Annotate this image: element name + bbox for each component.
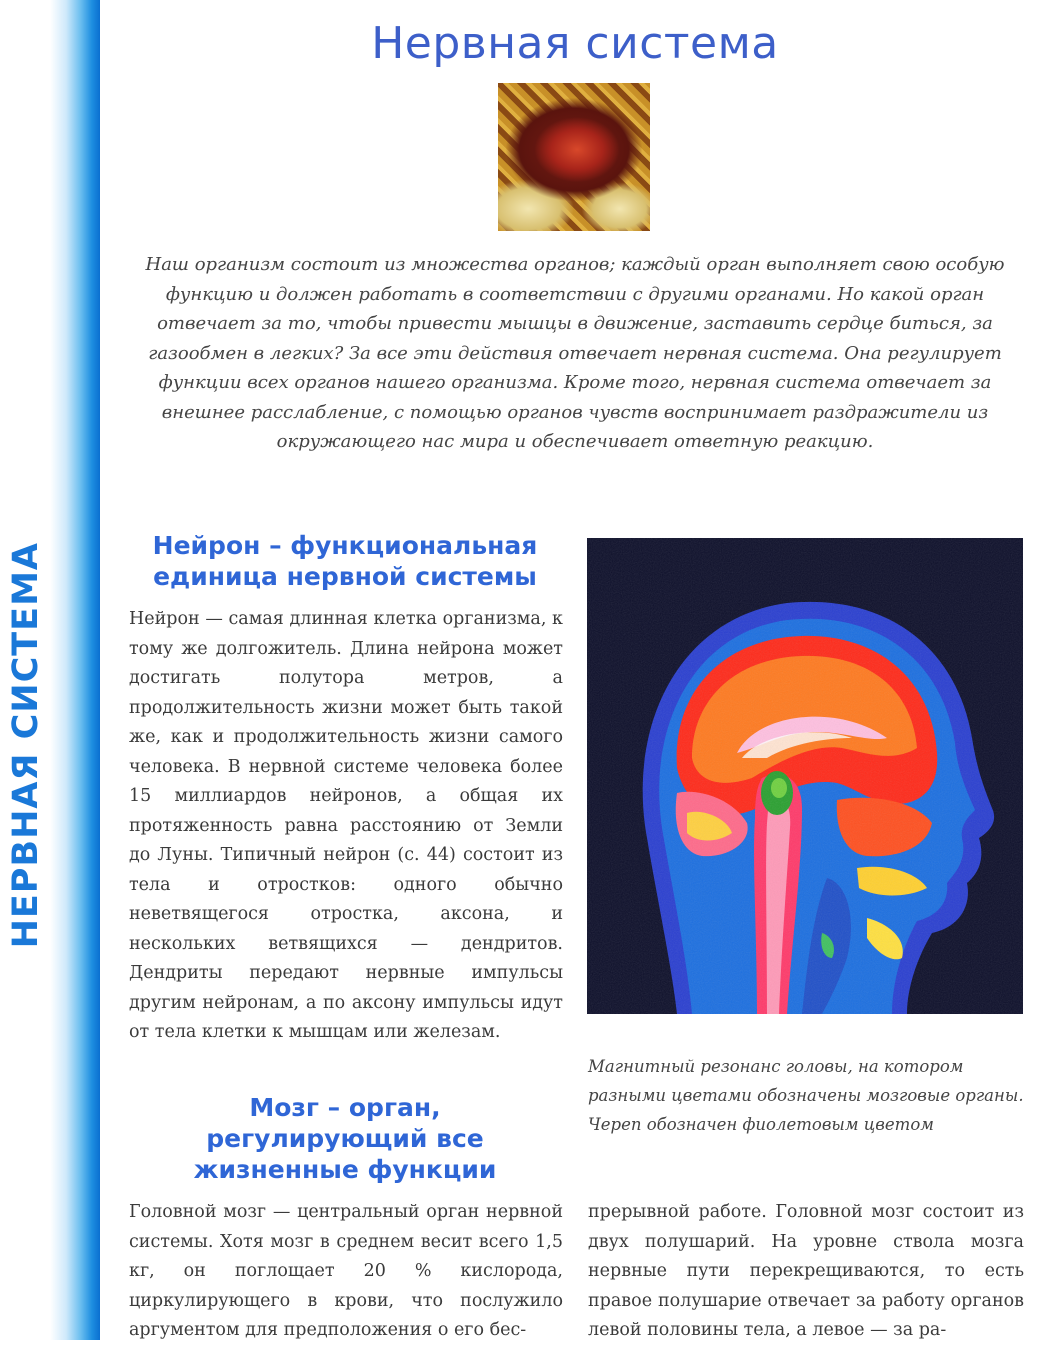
side-section-label bbox=[5, 541, 47, 949]
neuron-heading bbox=[140, 530, 550, 592]
brain-heading-line2: регулирующий все bbox=[206, 1124, 484, 1153]
neuron-paragraph: Нейрон — самая длинная клетка организма, к тому же долгожитель. Длина нейрона может достигать полутора метров, а продолжительность жизни может быть такой же, как и продолжительность жизни самого человека. В нервной системе человека более 15 миллиардов нейронов, а общая их протяженность равна расстоянию от Земли до Луны. Типичный нейрон (с. 44) состоит из тела и отростков: одного обычно неветвящегося отростка, аксона, и нескольких ветвящихся — дендритов. Дендриты передают нервные импульсы другим нейронам, а по аксону импульсы идут от тела клетки к мышцам или железам. bbox=[129, 609, 563, 1042]
brain-paragraph-right: прерывной работе. Головной мозг состоит из двух полушарий. На уровне ствола мозга нервные пути перекрещиваются, то есть правое полушарие отвечает за работу органов левой половины тела, а левое — за ра- bbox=[588, 1202, 1024, 1340]
brain-heading-line3: жизненные функции bbox=[193, 1155, 497, 1184]
page-title: Нервная система bbox=[371, 18, 779, 69]
brain-heading-line1: Мозг – орган, bbox=[249, 1093, 441, 1122]
tissue-photo bbox=[498, 83, 650, 231]
intro-paragraph: Наш организм состоит из множества органов; каждый орган выполняет свою особую функцию и должен работать в соответствии с другими органами. Но какой орган отвечает за то, чтобы привести мышцы в движение, заставить сердце биться, за газообмен в легких? За все эти действия отвечает нервная система. Она регулирует функции всех органов нашего организма. Кроме того, нервная система отвечает за внешнее расслабление, с помощью органов чувств воспринимает раздражители из окружающего нас мира и обеспечивает ответную реакцию. bbox=[145, 254, 1005, 452]
brain-paragraph-left: Головной мозг — центральный орган нервной системы. Хотя мозг в среднем весит всего 1,5 кг, он поглощает 20 % кислорода, циркулирующего в крови, что послужило аргументом для предположения о его бес- bbox=[129, 1202, 563, 1340]
mri-head-image bbox=[587, 538, 1023, 1014]
mri-caption: Магнитный резонанс головы, на котором разными цветами обозначены мозговые органы. Череп обозначен фиолетовым цветом bbox=[588, 1057, 1024, 1134]
neuron-heading-line1: Нейрон – функциональная bbox=[152, 531, 538, 560]
side-section-label-text: НЕРВНАЯ СИСТЕМА bbox=[6, 541, 46, 949]
mri-illustration bbox=[587, 538, 1023, 1014]
brain-heading bbox=[180, 1092, 510, 1185]
neuron-heading-line2: единица нервной системы bbox=[153, 562, 537, 591]
